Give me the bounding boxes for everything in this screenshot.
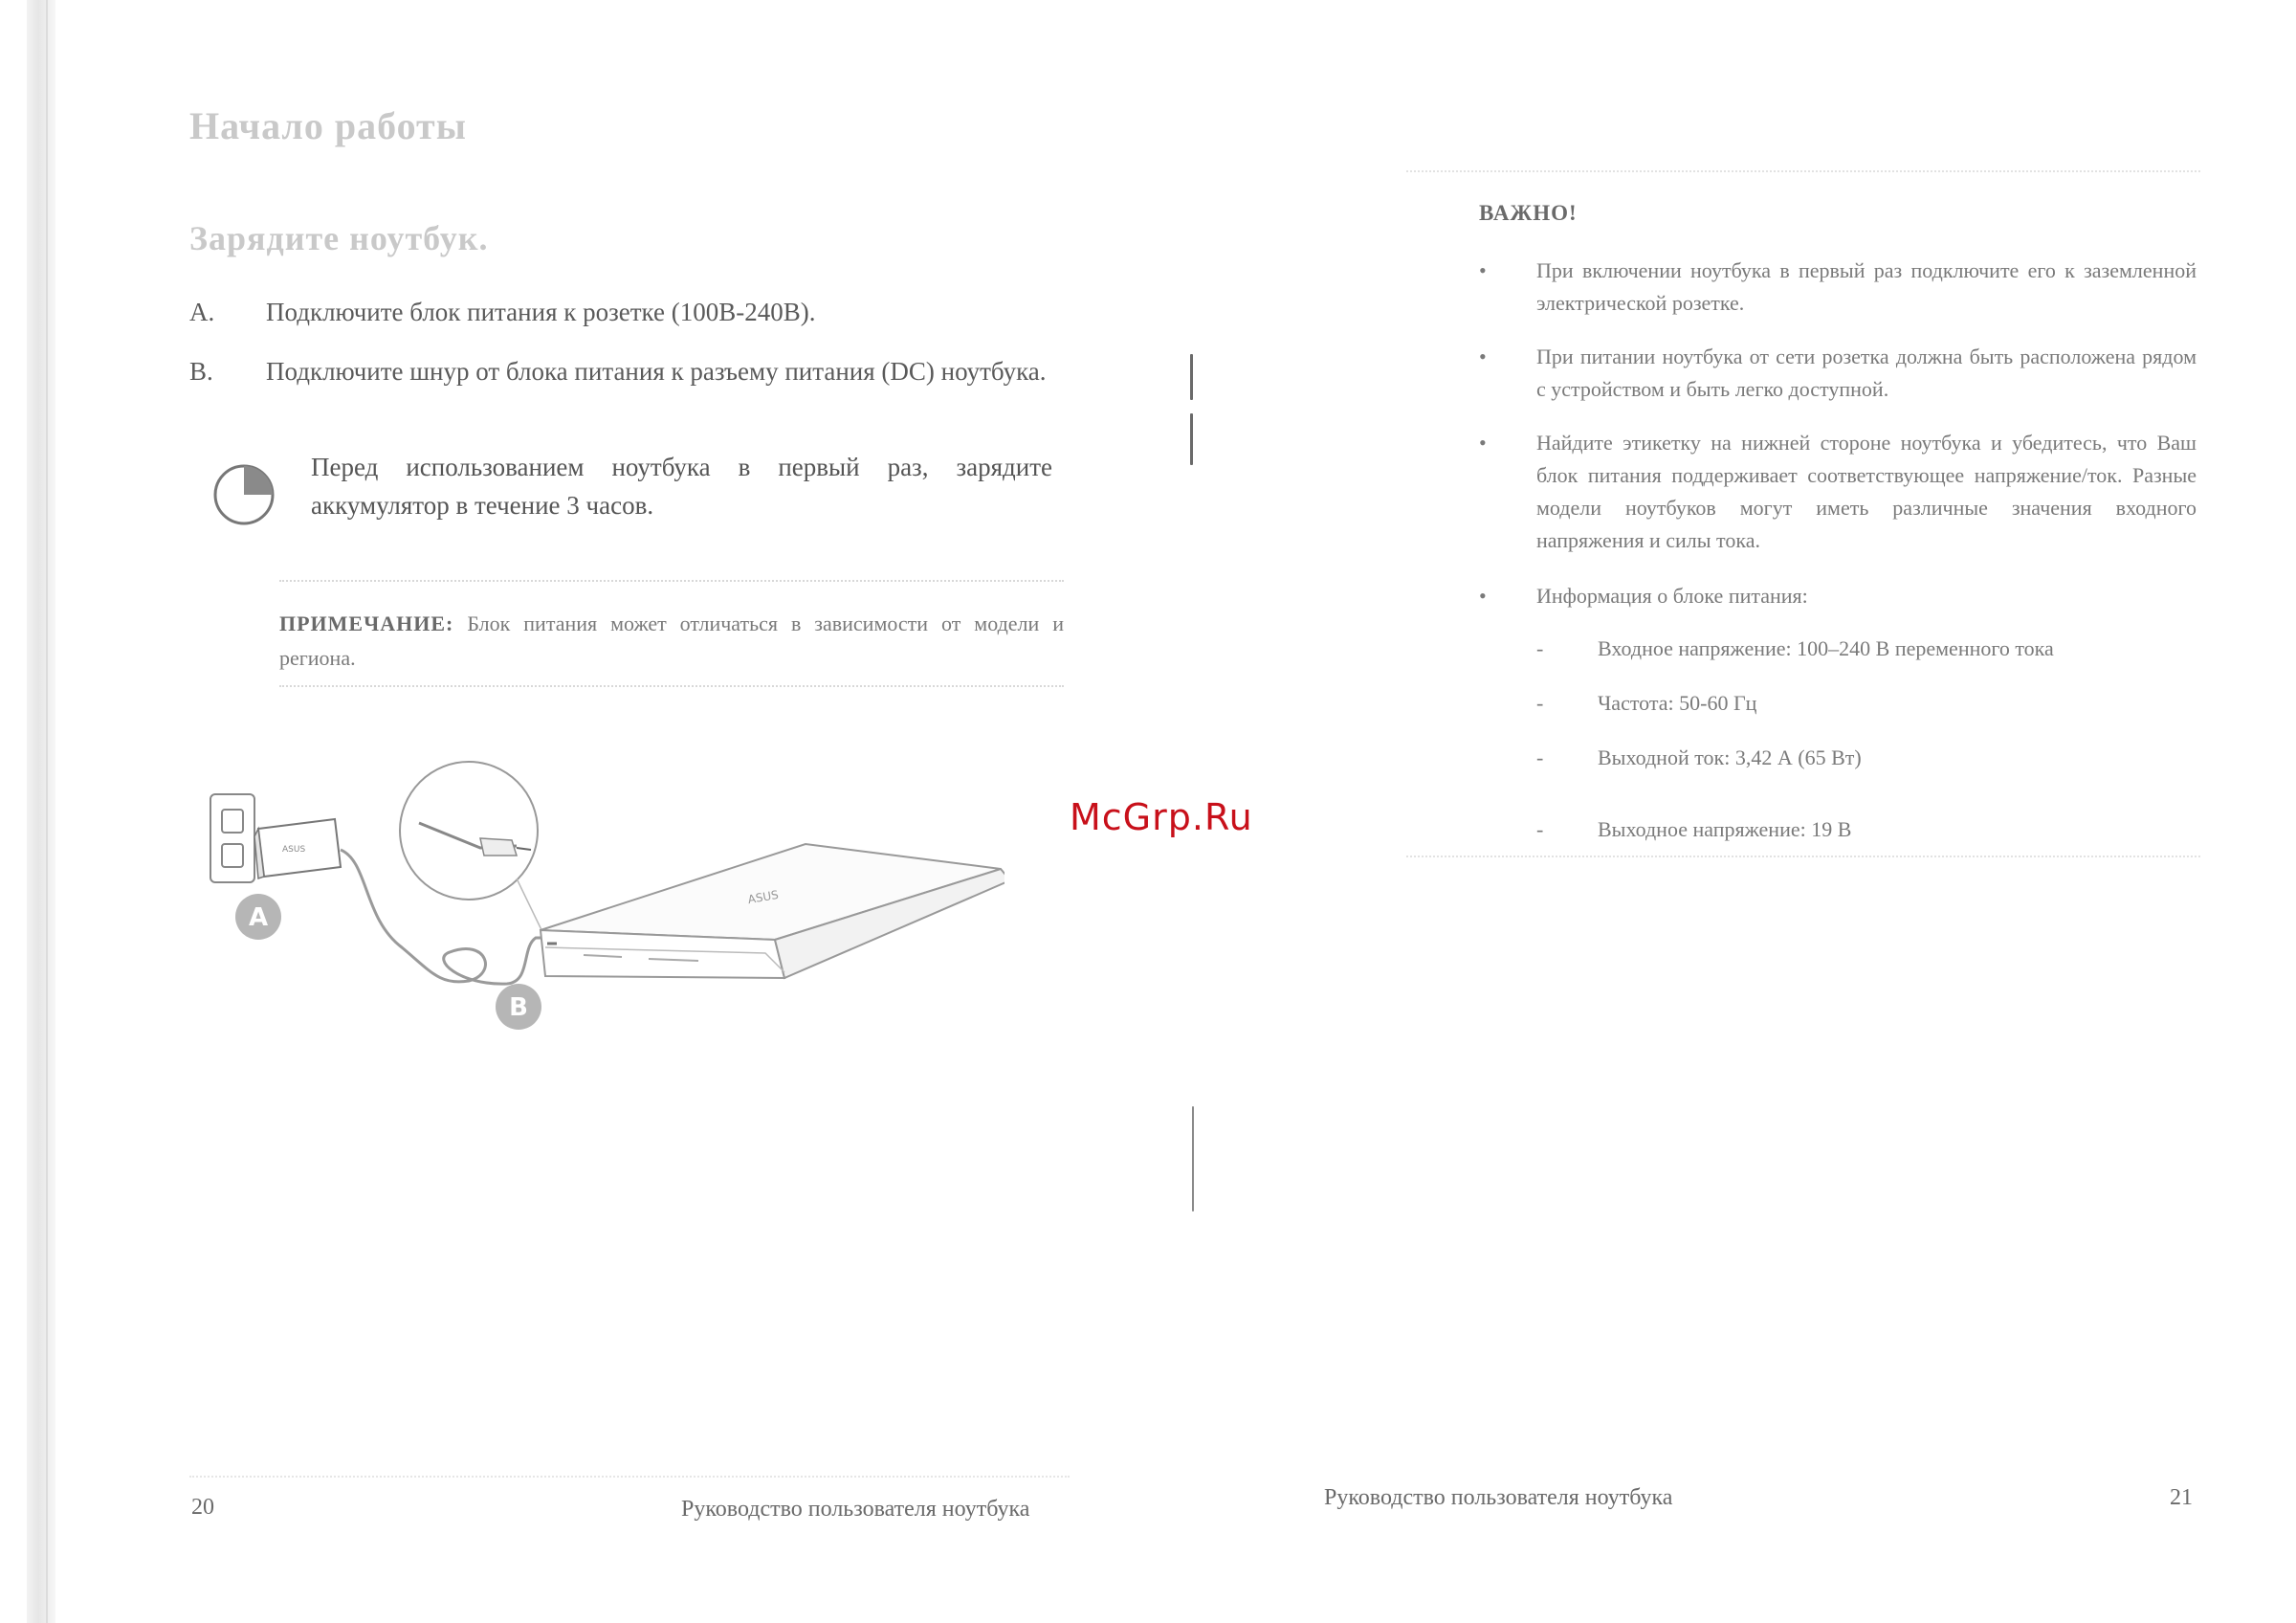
laptop bbox=[541, 844, 1004, 978]
bullet-text: При включении ноутбука в первый раз подключите его к заземленной электрической розетке. bbox=[1536, 258, 2197, 315]
spec-item bbox=[1536, 687, 2197, 722]
page-number-right: 21 bbox=[2170, 1485, 2193, 1510]
bullet-dot: • bbox=[1479, 345, 1487, 368]
bullet-dot: • bbox=[1479, 431, 1487, 455]
important-bullet bbox=[1479, 255, 2197, 322]
footer-text-left: Руководство пользователя ноутбука bbox=[681, 1497, 1030, 1522]
connector-zoom bbox=[400, 762, 545, 938]
chapter-title: Начало работы bbox=[189, 104, 467, 147]
important-title: ВАЖНО! bbox=[1479, 201, 1578, 225]
important-top-rule bbox=[1406, 170, 2200, 172]
spec-dash: - bbox=[1536, 636, 1544, 660]
spec-dash: - bbox=[1536, 817, 1544, 841]
spec-item bbox=[1536, 633, 2197, 667]
lid-brand: ASUS bbox=[746, 887, 780, 907]
divider bbox=[279, 685, 1064, 687]
center-mark bbox=[1192, 1106, 1194, 1212]
watermark: McGrp.Ru bbox=[1070, 796, 1253, 838]
binding-line bbox=[46, 0, 48, 1623]
power-adapter bbox=[254, 819, 341, 878]
note-text: Блок питания может отличаться в зависимости от модели и региона. bbox=[279, 611, 1064, 670]
footer-text-right: Руководство пользователя ноутбука bbox=[1324, 1485, 1673, 1510]
bullet-text: Информация о блоке питания: bbox=[1536, 584, 1808, 608]
label-b: B bbox=[509, 993, 528, 1022]
wall-outlet bbox=[210, 794, 254, 882]
page-number-left: 20 bbox=[191, 1495, 214, 1520]
center-mark bbox=[1190, 413, 1193, 465]
spec-text: Частота: 50-60 Гц bbox=[1598, 691, 1757, 715]
step-text: Подключите блок питания к розетке (100В-240В). bbox=[266, 298, 816, 326]
label-b-badge bbox=[496, 984, 541, 1030]
step-text: Подключите шнур от блока питания к разъему питания (DC) ноутбука. bbox=[266, 357, 1047, 386]
bullet-text: При питании ноутбука от сети розетка должна быть расположена рядом с устройством и быть легко доступной. bbox=[1536, 345, 2197, 401]
section-title: Зарядите ноутбук. bbox=[189, 219, 489, 257]
note-label: ПРИМЕЧАНИЕ: bbox=[279, 611, 454, 635]
spec-dash: - bbox=[1536, 745, 1544, 769]
label-a: A bbox=[248, 903, 269, 932]
spec-item bbox=[1536, 813, 2197, 848]
label-a-badge bbox=[235, 894, 281, 940]
charge-note: Перед использованием ноутбука в первый раз, зарядите аккумулятор в течение 3 часов. bbox=[311, 453, 1052, 520]
spec-item bbox=[1536, 742, 2197, 776]
center-mark bbox=[1190, 354, 1193, 400]
binding-shadow bbox=[27, 0, 55, 1623]
spec-dash: - bbox=[1536, 691, 1544, 715]
spec-text: Выходной ток: 3,42 А (65 Вт) bbox=[1598, 745, 1862, 769]
note-block bbox=[279, 607, 1064, 676]
step-letter: A. bbox=[189, 298, 215, 326]
divider bbox=[279, 580, 1064, 582]
important-bullet bbox=[1479, 580, 2197, 614]
spec-text: Выходное напряжение: 19 В bbox=[1598, 817, 1852, 841]
step-b bbox=[189, 352, 1065, 433]
battery-charge-icon bbox=[210, 461, 277, 528]
step-a bbox=[189, 293, 1065, 335]
bullet-dot: • bbox=[1479, 584, 1487, 608]
bullet-text: Найдите этикетку на нижней стороне ноутбука и убедитесь, что Ваш блок питания поддерживает соответствующее напряжение/ток. Разные модели ноутбуков могут иметь различные значения входного напряжения и силы тока. bbox=[1536, 431, 2197, 552]
adapter-brand: ASUS bbox=[282, 845, 306, 855]
important-bullet bbox=[1479, 341, 2197, 408]
bullet-dot: • bbox=[1479, 258, 1487, 282]
spec-text: Входное напряжение: 100–240 В переменного тока bbox=[1598, 636, 2054, 660]
step-letter: B. bbox=[189, 357, 213, 386]
footer-rule bbox=[189, 1476, 1070, 1478]
important-bullet bbox=[1479, 427, 2197, 561]
charging-illustration bbox=[201, 756, 1004, 1053]
important-bottom-rule bbox=[1406, 856, 2200, 857]
